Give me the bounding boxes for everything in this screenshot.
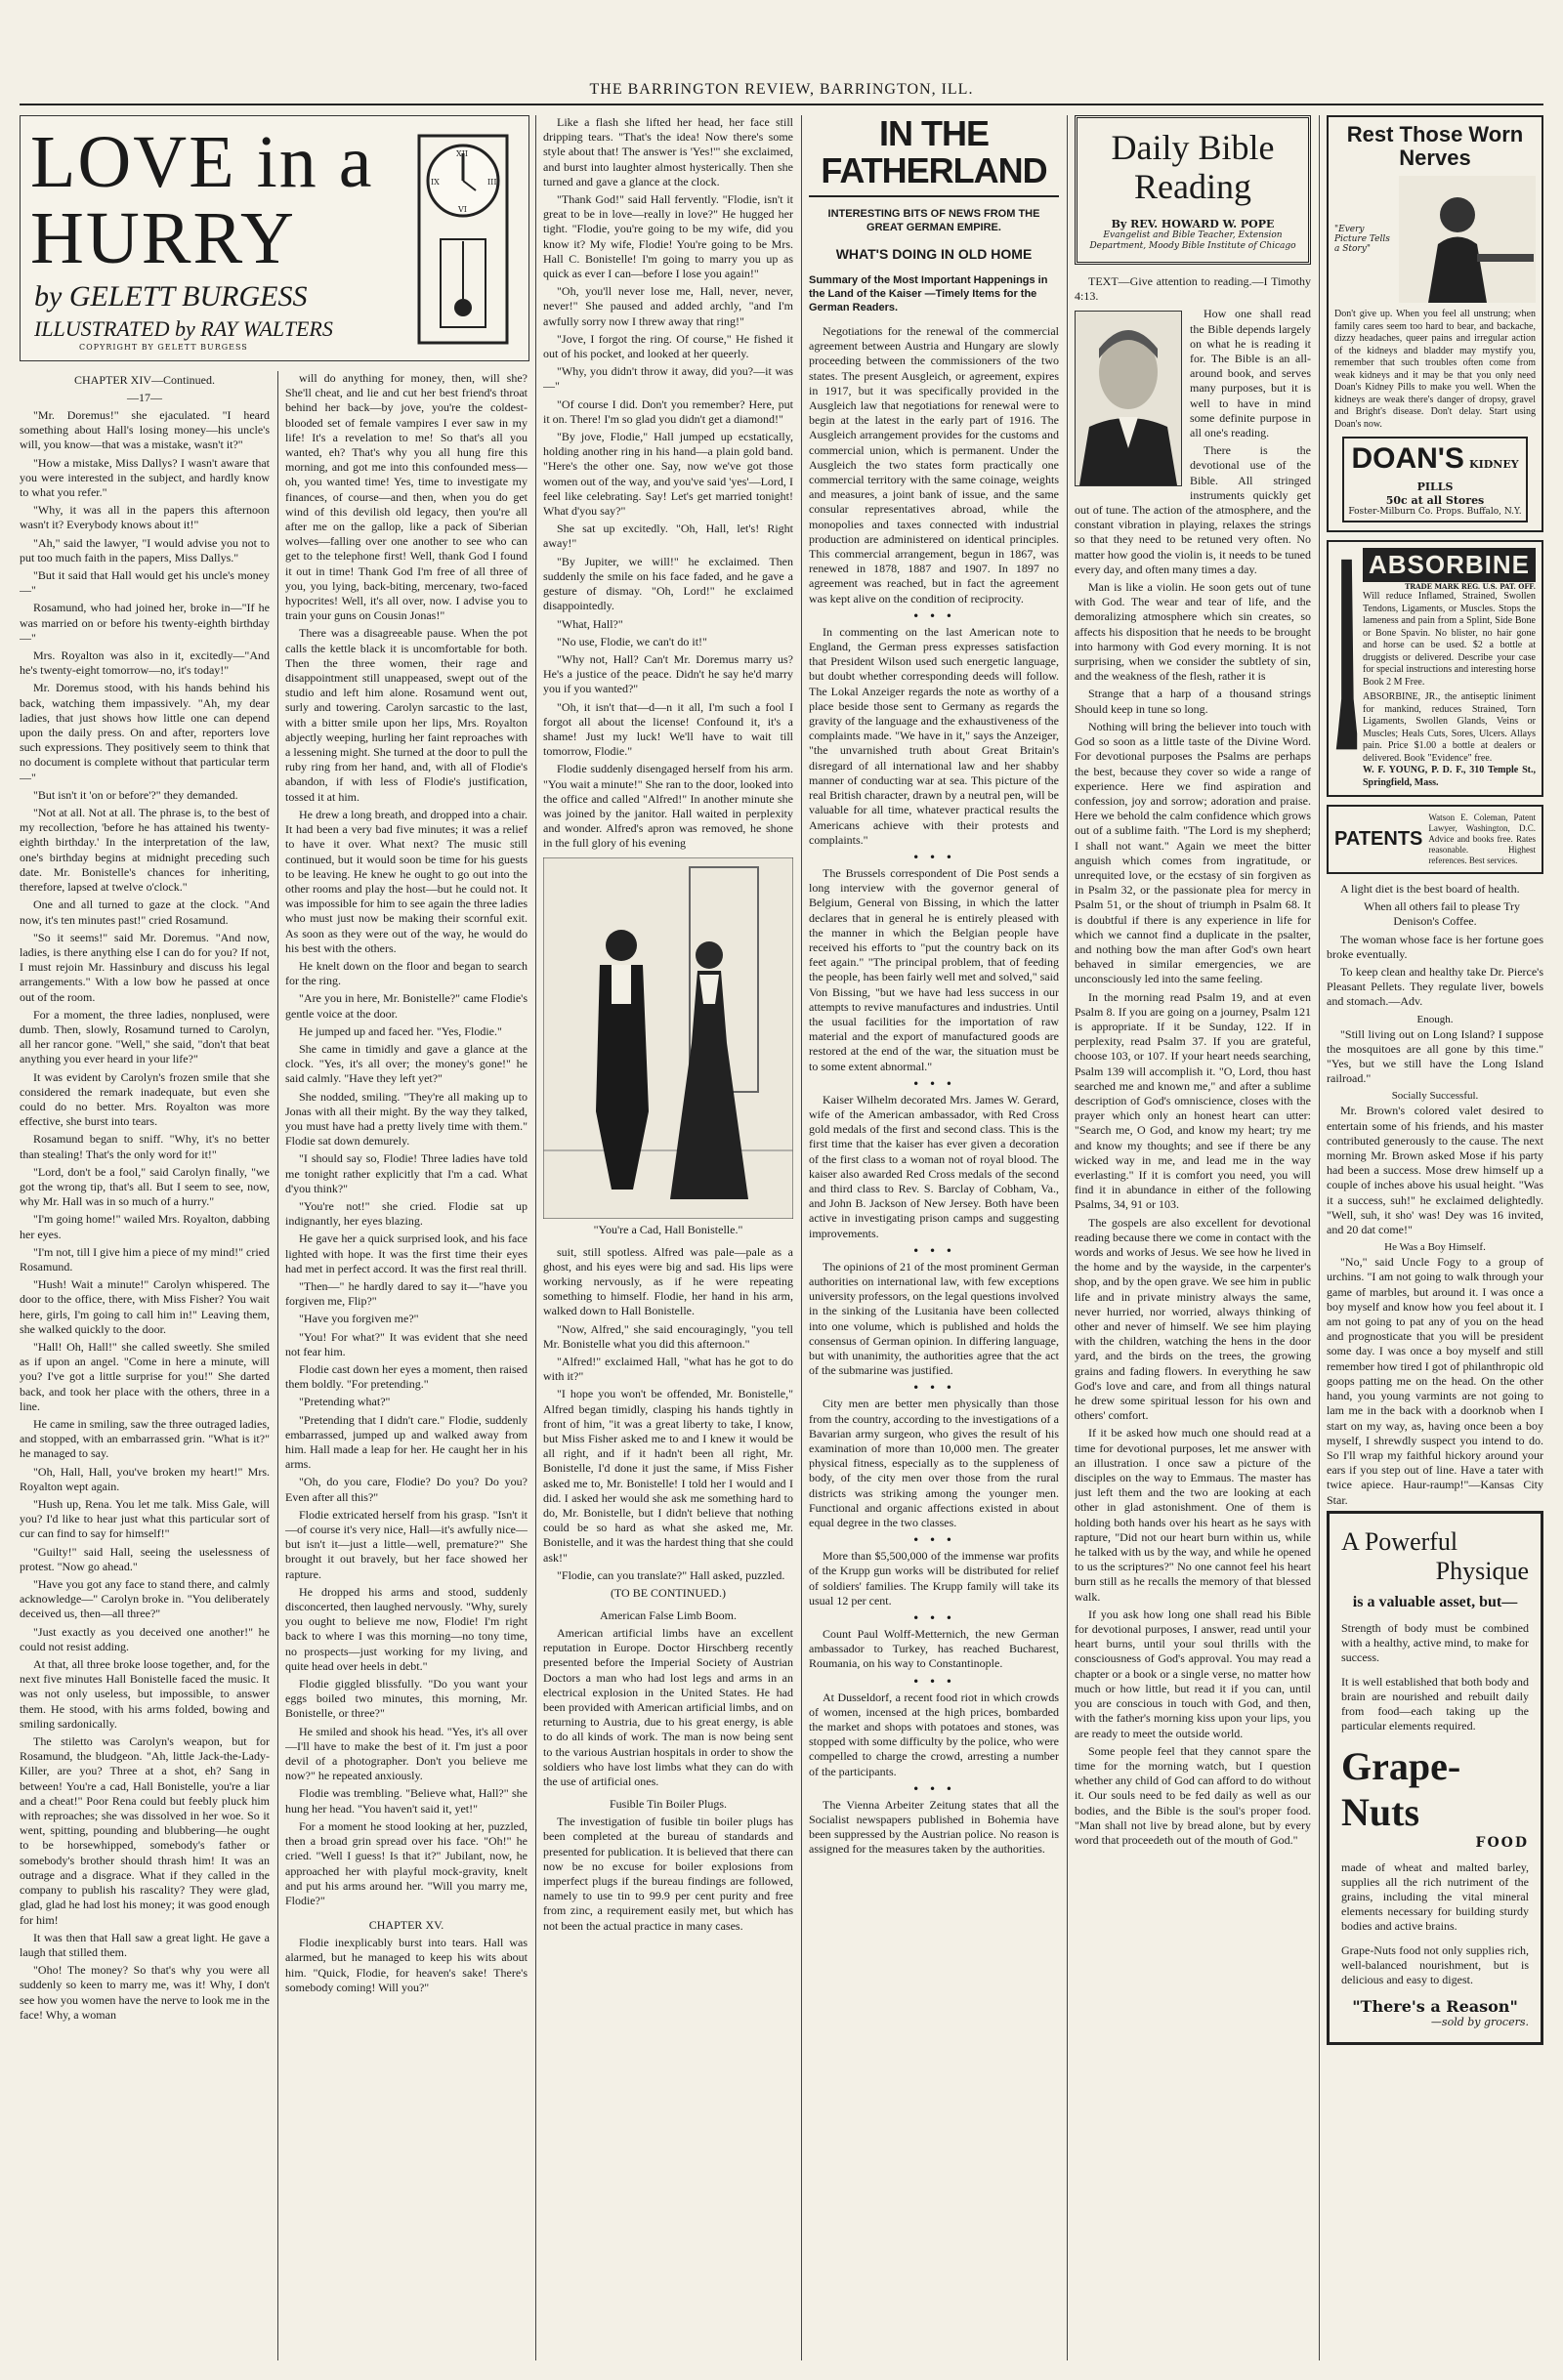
serial-paragraph: He smiled and shook his head. "Yes, it's all over—I'll have to make the best of it. I'm just a poor devil of a photographer. Don't you believe me now?" he repeated anxiously. bbox=[285, 1724, 528, 1783]
serial-title-block bbox=[20, 115, 529, 361]
nerves-ad bbox=[1327, 115, 1543, 532]
serial-paragraph: He drew a long breath, and dropped into a chair. It had been a very bad five minutes; it was a relief to have it over. What next? The music still continued, but it would soon be time for his guests to be leaving. He knew he ought to go out into the other rooms and play the host—but he could not. It was impossible for him to see again the three ladies who must just now be making their scornful exit. As soon as they were out of the way, he would do his best with the others. bbox=[285, 807, 528, 955]
bible-paragraph: If you ask how long one shall read his Bible for devotional purposes, I answer, read until your heart burns, until your soul thrills with the consciousness of God's approval. You may read a chapter or a book or a single verse, no matter how much or how little, but read it if you can, until you are conscious in touch with God, and then, with the father's morning kiss upon your lips, you are ready to meet the outside world. bbox=[1075, 1607, 1311, 1740]
serial-paragraph: Flodie giggled blissfully. "Do you want your eggs boiled two minutes, this morning, Mr. Bonistelle, or three?" bbox=[285, 1677, 528, 1721]
grape-nuts-name: Grape-Nuts bbox=[1341, 1743, 1461, 1834]
serial-paragraph: He gave her a quick surprised look, and his face lighted with hope. It was the first time their eyes had met in perfect accord. It was the first real thrill. bbox=[285, 1232, 528, 1275]
serial-paragraph: Flodie extricated herself from his grasp. "Isn't it—of course it's very nice, Hall—it's awfully nice—but isn't it—just a little—well, premature?" She brought it out bravely, but her face showed her rapture. bbox=[285, 1507, 528, 1581]
fatherland-paragraph: Negotiations for the renewal of the commercial agreement between Austria and Hungary are slowly proceeding between the commissioners of the two states. The present Ausgleich, or agreement, expires in 1917, but it was specifically provided in the Ausgleich law that negotiations for renewal were to begin at the latest in the early part of 1916. The Ausgleich arrangement provides for the customs and commercial union, which is permanent. Under the Ausgleich the two states form practically one commercial territory with the same coinage, weights and measures, a joint bank of issue, and the same consular representatives abroad, while the monopolies and taxes connected with industrial production are administered on identical principles. This commercial arrangement, begun in 1867, was renewed in 1878, 1887 and 1907. In 1897 no agreement was reached, but in fact the agreement was kept alive on the condition of reciprocity. bbox=[809, 324, 1059, 605]
limb-article: American artificial limbs have an excellent reputation in Europe. Doctor Hirschberg recently presented before the Imperial Society of Austrian Doctors a man who had lost legs and arms in an electrical explosion in the United States. He had been provided with American artificial limbs, and on returning to Austria, due to his great energy, is able to do all kinds of work. The man is now being sent to the various Austrian hospitals in order to show the soldiers who have lost limbs what they can do with the use of artificial ones. bbox=[543, 1626, 793, 1789]
serial-title-line1: LOVE in a bbox=[30, 121, 374, 203]
bible-paragraph: There is the devotional use of the Bible. All stringed instruments quickly get out of tune. The action of the atmosphere, and the constant vibration in playing, relaxes the strings so that they need to be retuned very often. No matter how good the violin is, it needs to be tuned every day, and often many times a day. bbox=[1075, 443, 1311, 576]
serial-paragraph: "But it said that Hall would get his uncle's money—" bbox=[20, 568, 270, 598]
serial-illustrator: ILLUSTRATED by RAY WALTERS bbox=[34, 316, 333, 341]
bible-paragraph: Some people feel that they cannot spare the time for the morning watch, but I question whether any child of God can afford to do without it. Our souls need to be fed daily as well as our bodies, and the Bible is the soul's proper food. "Man shall not live by bread alone, but by every word that proceedeth out of the mouth of God." bbox=[1075, 1743, 1311, 1847]
serial-paragraph: "Pretending that I didn't care." Flodie, suddenly embarrassed, jumped up and walked away from him. Hall made a leap for her. He caught her in his arms. bbox=[285, 1412, 528, 1472]
doans-logo bbox=[1342, 437, 1528, 522]
serial-paragraph: "I hope you won't be offended, Mr. Bonistelle," Alfred began timidly, clasping his hands tightly in front of him, "it was a great liberty to take, I know, but Miss Fisher asked me to and I knew it would be all right, and if it hadn't been all right, Mr. Bonistelle, I'd done it just the same, if Miss Fisher asked me to, Mr. Bonistelle! I told her I would and I did. I asked her would she ask me something hard to do, Mr. Bonistelle, but I didn't believe that nothing could be so hard as what she asked me, Mr. Bonistelle, and it was the hardest thing that she could ask!" bbox=[543, 1387, 793, 1565]
serial-paragraph: Mrs. Royalton was also in it, excitedly—"And he's twenty-eight tomorrow—no, it's today!" bbox=[20, 648, 270, 678]
to-be-continued: (TO BE CONTINUED.) bbox=[610, 1586, 727, 1601]
serial-paragraph: Flodie suddenly disengaged herself from his arm. "You wait a minute!" She ran to the door, looked into the office and called "Alfred!" In another minute she was joined by the janitor. Hall waited in perplexity and wonder. Alfred's apron was removed, he shone in the full glory of his evening bbox=[543, 762, 793, 851]
svg-text:III: III bbox=[487, 178, 497, 187]
patents-body: Watson E. Coleman, Patent Lawyer, Washington, D.C. Advice and books free. Rates reasonable. Highest references. Best services. bbox=[1428, 813, 1536, 865]
fatherland-subtitle: INTERESTING BITS OF NEWS FROM THE GREAT GERMAN EMPIRE. bbox=[827, 208, 1040, 233]
serial-paragraph: "Pretending what?" bbox=[299, 1395, 391, 1409]
column-rule bbox=[1319, 115, 1320, 2360]
serial-author: by GELETT BURGESS bbox=[34, 280, 308, 313]
limb-headline: American False Limb Boom. bbox=[600, 1608, 737, 1623]
bible-paragraph: Man is like a violin. He soon gets out of tune with God. The wear and tear of life, and the demoralizing atmosphere which sin creates, so affects his disposition that he needs to be brought into harmony with God every morning. It is not surprising, when we consider the subtlety of sin, and the weakness of the flesh, rather it is bbox=[1075, 580, 1311, 684]
grape-nuts-para: It is well established that both body and brain are nourished and rebuilt daily from food—each taking up the particular elements required. bbox=[1341, 1674, 1529, 1733]
grape-nuts-food: FOOD bbox=[1475, 1834, 1529, 1851]
serial-paragraph: "Hush up, Rena. You let me talk. Miss Gale, will you? I'd like to hear just what this particular sort of cur can find to say for himself!" bbox=[20, 1497, 270, 1541]
serial-paragraph: For a moment, the three ladies, nonplused, were dumb. Then, slowly, Rosamund turned to Carolyn, all her rancor gone. "Well," she said, "don't that beat anything you ever heard in your life?" bbox=[20, 1007, 270, 1066]
serial-paragraph: One and all turned to gaze at the clock. "And now, it's ten minutes past!" cried Rosamund. bbox=[20, 898, 270, 927]
serial-paragraph: "Oho! The money? So that's why you were all suddenly so keen to marry me, was it! Why, I don't see how you women have the nerve to look me in the face! Why, a woman bbox=[20, 1963, 270, 2022]
serial-paragraph: Flodie cast down her eyes a moment, then raised them boldly. "For pretending." bbox=[285, 1362, 528, 1392]
section-separator: • • • bbox=[912, 1611, 955, 1626]
serial-column-2 bbox=[285, 371, 528, 2360]
serial-paragraph: "Oh, Hall, Hall, you've broken my heart!" Mrs. Royalton wept again. bbox=[20, 1464, 270, 1493]
serial-paragraph: He dropped his arms and stood, suddenly disconcerted, then laughed nervously. "Why, surely you ought to believe me now, Flodie! I'm right back to where I was this morning—no tony time, no prospects—just working for my living, and quite head over heels in debt." bbox=[285, 1584, 528, 1673]
serial-paragraph: "No use, Flodie, we can't do it!" bbox=[557, 634, 707, 648]
serial-paragraph: Rosamund began to sniff. "Why, it's no better than stealing! That's the only word for it!" bbox=[20, 1132, 270, 1161]
serial-paragraph: "You're not!" she cried. Flodie sat up indignantly, her eyes blazing. bbox=[285, 1198, 528, 1229]
section-separator: • • • bbox=[912, 1243, 955, 1258]
bible-header-box bbox=[1075, 115, 1311, 265]
filler-item: The woman whose face is her fortune goes broke eventually. bbox=[1327, 932, 1543, 961]
serial-column-1-text bbox=[20, 408, 270, 2023]
absorbine-body: Will reduce Inflamed, Strained, Swollen Tendons, Ligaments, or Muscles. Stops the lameness and pain from a Splint, Side Bone or Bone Spavin. No blister, no hair gone and horse can be used. $2 a bottle at druggists or delivered. Describe your case for special instructions and interesting horse Book 2 M Free. bbox=[1362, 591, 1536, 688]
ads-column bbox=[1327, 115, 1543, 2360]
serial-paragraph: "Guilty!" said Hall, seeing the uselessness of protest. "Now go ahead." bbox=[20, 1544, 270, 1573]
serial-paragraph: "Why, it was all in the papers this afternoon wasn't it? Everybody knows about it!" bbox=[20, 503, 270, 532]
serial-copyright: COPYRIGHT BY GELETT BURGESS bbox=[79, 343, 248, 352]
horse-leg-icon bbox=[1334, 548, 1359, 763]
doans-maker: Foster-Milburn Co. Props. Buffalo, N.Y. bbox=[1348, 507, 1522, 517]
serial-paragraph: "Hall! Oh, Hall!" she called sweetly. She smiled as if upon an angel. "Come in here a minute, will you? I've got a little surprise for you!" She darted back, and took her place with the others, three in a line. bbox=[20, 1339, 270, 1413]
bible-column bbox=[1075, 115, 1311, 2360]
serial-paragraph: "Oh, do you care, Flodie? Do you? Do you? Even after all this?" bbox=[285, 1475, 528, 1504]
masthead-title: THE BARRINGTON REVIEW, BARRINGTON, ILL. bbox=[589, 81, 974, 98]
chapter-number: —17— bbox=[127, 391, 162, 404]
filler-item: To keep clean and healthy take Dr. Pierce's Pleasant Pellets. They regulate liver, bowels and stomach.—Adv. bbox=[1327, 965, 1543, 1009]
serial-paragraph: "Then—" he hardly dared to say it—"have you forgiven me, Flip?" bbox=[285, 1278, 528, 1309]
bible-articles bbox=[1075, 307, 1311, 1848]
chapter-xv-heading: CHAPTER XV. bbox=[368, 1918, 444, 1933]
svg-text:IX: IX bbox=[431, 178, 440, 187]
serial-paragraph: will do anything for money, then, will she? She'll cheat, and lie and cut her best friend's throat behind her back—by jove, you're the coldest-blooded set of female vampires I ever saw in my life! It's a revelation to me! So that's all you wanted, eh? That's why you all hung fire this morning, and got me into this confounded mess—oh, you wanted time! Yes, time to investigate my finances, of course—and then, when you do get wind of this devilish old legacy, then you're all after me on the gallop, like a pack of Siberian wolves—falling over one another to see who can get to the telephone first! Well, thank God I found it out in time! Thank God I'm free of all three of you, you lying, back-biting, mercenary, two-faced hypocrites! Well, it's all over, now. I advise you to train your guns on Cousin Jonas!" bbox=[285, 371, 528, 623]
serial-paragraph: "Ah," said the lawyer, "I would advise you not to put too much faith in the papers, Miss Dallys." bbox=[20, 535, 270, 564]
serial-paragraph: "I'm going home!" wailed Mrs. Royalton, dabbing her eyes. bbox=[20, 1212, 270, 1241]
author-portrait bbox=[1075, 311, 1182, 486]
enough-article: "Still living out on Long Island? I suppose the mosquitoes are all gone by this time." "Yes, but we still have the Long Island railroad." bbox=[1327, 1026, 1543, 1086]
fatherland-paragraph: The Brussels correspondent of Die Post sends a long interview with the governor general of Belgium, General von Bissing, in which the latter declares that in general he is entirely pleased with the manner in which the Belgian people have received his efforts to "put the country back on its feet again." "The principal problem, that of feeding the people, has been fairly well met and solved," said Von Bissing, "but we have had less success in our attempts to revive manufactures and industries. Until the usual facilities for the importation of raw material and the export of manufactured goods are restored at the end of the war, the situation must be to some extent abnormal." bbox=[809, 865, 1059, 1073]
serial-paragraph: At that, all three broke loose together, and, for the next five minutes Hall Bonistelle faced the music. It was not only useless, but impossible, to answer them. He stood, with his arms folded, bowing and smiling sardonically. bbox=[20, 1657, 270, 1731]
serial-paragraph: "Thank God!" said Hall fervently. "Flodie, isn't it great to be in love—really in love?" He hugged her tight. "Flodie, you're going to be my wife, did you know it? My wife, Flodie! You're going to be Mrs. Hall C. Bonistelle! I'm going to marry you up as quick as ever I can—before I lose you again!" bbox=[543, 192, 793, 281]
serial-paragraph: She sat up excitedly. "Oh, Hall, let's! Right away!" bbox=[543, 522, 793, 551]
illustration-caption: "You're a Cad, Hall Bonistelle." bbox=[593, 1222, 743, 1236]
filler-item: A light diet is the best board of health. bbox=[1340, 882, 1520, 896]
column-rule bbox=[801, 115, 802, 2360]
masthead bbox=[20, 76, 1543, 105]
serial-column-2-after bbox=[285, 1936, 528, 1995]
serial-paragraph: "Hush! Wait a minute!" Carolyn whispered. The door to the office, there, with Miss Fisher? You wait here, girls, I'm going to call him in!" Leaving them, she walked quickly to the door. bbox=[20, 1277, 270, 1336]
serial-paragraph: Rosamund, who had joined her, broke in—"If he was married on or before his twenty-eighth birthday—" bbox=[20, 601, 270, 645]
serial-paragraph: "What, Hall?" bbox=[557, 616, 623, 631]
absorbine-jr: ABSORBINE, JR., the antiseptic liniment for mankind, reduces Strained, Torn Ligaments, Swollen Glands, Veins or Muscles; Heals Cuts, Sores, Ulcers. Allays pain. Price $1.00 a bottle at dealers or delivered. Book "Evidence" free. bbox=[1362, 691, 1536, 764]
fatherland-paragraph: The Vienna Arbeiter Zeitung states that all the Socialist newspapers published in Bohemia have been suppressed by the Austrian police. No reason is assigned for the measures taken by the authorities. bbox=[809, 1797, 1059, 1857]
fatherland-paragraph: More than $5,500,000 of the immense war profits of the Krupp gun works will be distributed for relief of soldiers' families. The Krupp family will take its usual 12 per cent. bbox=[809, 1549, 1059, 1608]
grape-nuts-para: Grape-Nuts food not only supplies rich, well-balanced nourishment, but is delicious and easy to digest. bbox=[1341, 1942, 1529, 1986]
bible-title-line2: Reading bbox=[1134, 167, 1251, 206]
plug-headline: Fusible Tin Boiler Plugs. bbox=[609, 1797, 728, 1812]
serial-paragraph: For a moment he stood looking at her, puzzled, then a broad grin spread over his face. "Oh!" he cried. "Well I guess! Is that it?" Jubilant, now, he approached her with playful mock-gravity, knelt and put his arms around her. "Will you marry me, Flodie?" bbox=[285, 1818, 528, 1907]
fatherland-paragraph: At Dusseldorf, a recent food riot in which crowds of women, incensed at the high prices, bombarded the market and shops with potatoes and stones, was stopped with some difficulty by the police, who were compelled to charge the crowd, arresting a number of the participants. bbox=[809, 1690, 1059, 1778]
nerves-ad-body: Don't give up. When you feel all unstrung; when family cares seem too hard to bear, and backache, dizzy headaches, queer pains and irregular action of the kidneys and bladder may mystify you, remember that such troubles often come from weak kidneys and it may be that you only need Doan's Kidney Pills to make you well. When the kidneys are weak there's danger of dropsy, gravel and Bright's disease. Don't delay. Start using Doan's now. bbox=[1334, 309, 1536, 430]
bible-text-reference: TEXT—Give attention to reading.—I Timothy 4:13. bbox=[1075, 274, 1311, 304]
serial-paragraph: "Not at all. Not at all. The phrase is, to the best of my recollection, 'before he has attained his twenty-eighth birthday.' In the interpretation of the law, one's birthday begins at midnight preceding such date. Mr. Bonistelle's chances for inheriting, therefore, lapsed at twelve o'clock." bbox=[20, 806, 270, 895]
fatherland-title: IN THE FATHERLAND bbox=[809, 115, 1059, 197]
serial-column-3-top bbox=[543, 115, 793, 852]
column-rule bbox=[277, 371, 278, 2360]
serial-title-line2: HURRY bbox=[30, 197, 296, 279]
grape-nuts-subhead: is a valuable asset, but— bbox=[1352, 1593, 1518, 1610]
serial-paragraph: "Alfred!" exclaimed Hall, "what has he got to do with it?" bbox=[543, 1354, 793, 1384]
serial-paragraph: He came in smiling, saw the three outraged ladies, and stopped, with an embarrassed grin. "What is it?" he managed to say. bbox=[20, 1417, 270, 1461]
doans-price: 50c at all Stores bbox=[1385, 494, 1485, 507]
column-rule bbox=[535, 115, 536, 2360]
doans-name: DOAN'S bbox=[1351, 442, 1464, 475]
serial-paragraph: "Now, Alfred," she said encouragingly, "you tell Mr. Bonistelle what you did this afternoon." bbox=[543, 1321, 793, 1351]
serial-paragraph: "Jove, I forgot the ring. Of course," He fished it out of his pocket, and looked at her queerly. bbox=[543, 331, 793, 361]
serial-paragraph: "Just exactly as you deceived one another!" he could not resist adding. bbox=[20, 1624, 270, 1653]
serial-paragraph: "Have you forgiven me?" bbox=[299, 1312, 419, 1326]
serial-paragraph: Flodie was trembling. "Believe what, Hall?" she hung her head. "You haven't said it, yet!" bbox=[285, 1786, 528, 1816]
serial-paragraph: "Lord, don't be a fool," said Carolyn finally, "we got the wrong tip, that's all. But I seem to see, now, why Mr. Hall was in so much of a hurry." bbox=[20, 1164, 270, 1209]
absorbine-title: ABSORBINE bbox=[1363, 548, 1536, 582]
serial-paragraph: He jumped up and faced her. "Yes, Flodie." bbox=[299, 1023, 502, 1038]
bible-title-line1: Daily Bible bbox=[1111, 128, 1275, 167]
section-separator: • • • bbox=[912, 1674, 955, 1689]
serial-column-3-bottom bbox=[543, 1245, 793, 1583]
boy-headline: He Was a Boy Himself. bbox=[1384, 1241, 1486, 1254]
section-separator: • • • bbox=[912, 850, 955, 864]
bible-paragraph: If it be asked how much one should read at a time for devotional purposes, let me answer with an illustration. I once saw a picture of the disciples on the way to Emmaus. The master has just left them and the two are looking at each other in glad astonishment. One of them is holding both hands over his heart as he says with rapture, "Did not our heart burn within us, while he talked with us by the way, and while he opened to us the scriptures?" No one cannot feel his heart burn still as he recalls the memory of that blessed walk. bbox=[1075, 1426, 1311, 1604]
fatherland-articles bbox=[809, 324, 1059, 1858]
serial-paragraph: Flodie inexplicably burst into tears. Hall was alarmed, but he managed to keep his wits about him. "Quick, Flodie, for heaven's sake! There's somebody coming! Will you?" bbox=[285, 1936, 528, 1994]
fatherland-paragraph: In commenting on the last American note to England, the German press expresses satisfaction that President Wilson used such energetic language, but doubt whether corresponding deeds will follow. The Lokal Anzeiger regards the note as worthy of a place beside those sent to Germany as regards the gravity of the language and the exhaustiveness of the complaints made. "We have in it," says the Anzeiger, "the unvarnished truth about Great Britain's disregard of all international law and her shabby manner of conducting war at sea. This picture of the real British character, drawn by a neutral pen, will be valuable for all time, whatever practical results the Americans achieve with their protests and complaints." bbox=[809, 624, 1059, 847]
section-separator: • • • bbox=[912, 1533, 955, 1548]
nerves-ad-title: Rest Those Worn Nerves bbox=[1346, 122, 1524, 170]
grandfather-clock-icon bbox=[411, 132, 515, 347]
bible-paragraph: Nothing will bring the believer into touch with God so soon as a little taste of the Divine Word. For devotional purposes the Psalms are perhaps the best, because they cover so wide a range of experience. Here we find aspiration and confession, joy and sorrow; adoration and praise. Here we behold the calm confidence which grows out of a sublime faith. "The Lord is my shepherd; I shall not want." Again we meet the bitter anguish which comes from ingratitude, or unrequited love, or the ecstasy of sin forgiven as in Psalm 32, or the passionate plea for mercy in Psalm 51, or the shout of triumph in Psalm 68. It is doubtful if there is any experience in life for which we cannot find a duplicate in the psalter, and nothing bow the man after God's own heart behaved in similar emergencies, we are unconsciously led into the same feeling. bbox=[1075, 719, 1311, 986]
serial-paragraph: She came in timidly and gave a glance at the clock. "Yes, it's all over; the money's gone!" he said calmly. "Have they left yet?" bbox=[285, 1041, 528, 1086]
bible-paragraph: How one shall read the Bible depends largely on what he is reading it for. The Bible is an all-around book, and serves many purposes, but it is well to have in mind some definite purpose in all one's reading. bbox=[1190, 307, 1311, 440]
serial-paragraph: There was a disagreeable pause. When the pot calls the kettle black it is uncomfortable for both. Then the three women, their rage and disappointment still unappeased, swept out of the studio and left him alone. Rosamund went out, surly and towering. Carolyn sarcastic to the last, with a bitter smile upon her lips, Mrs. Royalton abjectly weeping, hurling her faint reproaches with a lessening might. She turned at the door to pull the ruby ring from her hand, and, with all of Flodie's abandon, if with less of Flodie's justification, tossed it at him. bbox=[285, 626, 528, 804]
fatherland-column bbox=[809, 115, 1059, 2360]
bible-affiliation: Evangelist and Bible Teacher, Extension Department, Moody Bible Institute of Chicago bbox=[1089, 230, 1296, 251]
absorbine-ad bbox=[1327, 540, 1543, 797]
fatherland-paragraph: The opinions of 21 of the most prominent German authorities on international law, with few exceptions university professors, on the legal questions involved in the sinking of the Lusitania have been collected into one volume, which is published and holds the consensus of German opinion. In differing language, but with unanimity, the authorities agree that the act of the submarine was justified. bbox=[809, 1259, 1059, 1378]
absorbine-trademark: TRADE MARK REG. U.S. PAT. OFF. bbox=[1405, 582, 1536, 591]
serial-column-2-text bbox=[285, 371, 528, 1908]
bible-paragraph: In the morning read Psalm 19, and at even Psalm 8. If you are going on a journey, Psalm 121 is appropriate. If it be Sunday, 122. If in perplexity, read Psalm 37. If you are grateful, choose 103, or 107. If your heart needs searching, Psalm 139 will accomplish it. "O, Lord, thou hast searched me and known me," and after a sublime description of God's omniscience, closes with the prayer which only an honest heart can utter: "Search me, O God, and know my heart; try me and know my thoughts; and see if there be any wicked way in me, and lead me in the way everlasting." If it is comfort you need, you will find it in abundance in either of the following Psalms, 34, 91 or 103. bbox=[1075, 989, 1311, 1212]
section-separator: • • • bbox=[912, 1076, 955, 1091]
filler-item: When all others fail to please Try Denison's Coffee. bbox=[1364, 899, 1520, 929]
serial-paragraph: suit, still spotless. Alfred was pale—pale as a ghost, and his eyes were big and sad. His lips were working nervously, as if he were repeating something to himself. Flodie, her hand in his arm, walked down to Hall Bonistelle. bbox=[543, 1244, 793, 1318]
serial-paragraph: It was then that Hall saw a great light. He gave a laugh that stilled them. bbox=[20, 1930, 270, 1959]
serial-paragraph: "Have you got any face to stand there, and calmly acknowledge—" Carolyn broke in. "You deliberately deceived us, then—all three?" bbox=[20, 1577, 270, 1621]
socially-headline: Socially Successful. bbox=[1391, 1090, 1479, 1103]
serial-paragraph: "Oh, you'll never lose me, Hall, never, never, never!" She paused and added archly, "and I'm awfully sorry now I threw away that ring!" bbox=[543, 284, 793, 328]
fatherland-headline: WHAT'S DOING IN OLD HOME bbox=[835, 246, 1033, 262]
serial-paragraph: "By jove, Flodie," Hall jumped up ecstatically, holding another ring in his hand—a plain gold band. "Here's the other one. Say, now we've got those women out of the way, and you've said 'yes'—Lord, I feel like celebrating. Say! Let's get married tonight! What d'you say?" bbox=[543, 430, 793, 519]
serial-paragraph: "You! For what?" It was evident that she need not fear him. bbox=[285, 1329, 528, 1358]
fatherland-paragraph: Count Paul Wolff-Metternich, the new German ambassador to Turkey, has reached Bucharest, Roumania, on his way to Constantinople. bbox=[809, 1627, 1059, 1671]
bible-paragraph: The gospels are also excellent for devotional reading because there we come in contact with the words and works of Jesus. We see how he lived in the home and by the wayside, in the carpenter's shop, and by the open grave. We see him in public life and in private ministry always the same, never hurried, nor worried, always thinking of other and never of himself. We see him playing with the children, watching the hens in the door yard, and the birds on the trees, the growing grains and fading flowers. In everything he saw God's love and care, and from all things natural he drew some spiritual lesson for his own and others' comfort. bbox=[1075, 1215, 1311, 1423]
section-separator: • • • bbox=[912, 1781, 955, 1796]
serial-paragraph: It was evident by Carolyn's frozen smile that she considered the remark inadequate, but even she could do no better. Mrs. Royalton was more effective, she burst into tears. bbox=[20, 1069, 270, 1129]
grape-nuts-ad bbox=[1327, 1511, 1543, 2045]
serial-paragraph: "Why not, Hall? Can't Mr. Doremus marry us? He's a justice of the peace. Didn't he say he'd marry you if you wanted?" bbox=[543, 651, 793, 696]
boy-article: "No," said Uncle Fogy to a group of urchins. "I am not going to walk through your game of marbles, but around it. I was once a boy myself and know how you feel about it. I am not going to pat any of you on the head and prognosticate that you will be president some day. I was once a boy myself and still remember how tired I got of philanthropic old goops patting me on the head. On the other hand, you young varmints are not going to lam me in the back with a doorknob when I start on my way, as, having once been a boy myself, I shrewdly suspect you intend to do. So I'll wrap my faithful hickory around your ears if you step out of line. Have a tater with twice apiece. Haur-raump!"—Kansas City Star. bbox=[1327, 1255, 1543, 1507]
serial-column-1 bbox=[20, 371, 270, 2360]
section-separator: • • • bbox=[912, 1381, 955, 1396]
grape-nuts-sold: —sold by grocers. bbox=[1430, 2015, 1529, 2028]
serial-paragraph: "But isn't it 'on or before'?" they demanded. bbox=[33, 787, 238, 802]
serial-paragraph: "Oh, it isn't that—d—n it all, I'm such a fool I forgot all about the license! Confound it, it's a shame! Just my luck! We'll have to wait till tomorrow, Flodie." bbox=[543, 699, 793, 759]
serial-paragraph: "Of course I did. Don't you remember? Here, put it on. There! I'm so glad you didn't get a diamond!" bbox=[543, 397, 793, 426]
serial-paragraph: "Mr. Doremus!" she ejaculated. "I heard something about Hall's losing money—his uncle's will, you know—that was a mistake, wasn't it?" bbox=[20, 408, 270, 452]
woman-at-desk-illustration bbox=[1399, 176, 1536, 303]
absorbine-maker: W. F. YOUNG, P. D. F., 310 Temple St., Springfield, Mass. bbox=[1362, 765, 1536, 788]
serial-paragraph: "Flodie, can you translate?" Hall asked, puzzled. bbox=[557, 1567, 785, 1582]
serial-paragraph: The stiletto was Carolyn's weapon, but for Rosamund, the bludgeon. "Ah, little Jack-the-Lady-Killer, are you? Three at a shot, eh? Sang in between! You're a cad, Hall Bonistelle, you're a liar and a cheat!" Poor Rena could but feebly pluck him with reproaches; she was dissolved in her woe. So it went, spitting, pounding and blubbering—he ought to be horsewhipped, somebody's father or somebody's brother should thrash him! It was an outrage and a disgrace. What if they called in the company to publish his rascality? They were glad, glad, glad he had lost his money; it was good enough for him! bbox=[20, 1734, 270, 1927]
serial-paragraph: "I should say so, Flodie! Three ladies have told me tonight rather explicitly that I'm a cad. What d'you think?" bbox=[285, 1151, 528, 1195]
serial-paragraph: He knelt down on the floor and began to search for the ring. bbox=[285, 958, 528, 988]
patents-title: PATENTS bbox=[1334, 828, 1423, 850]
grape-nuts-reason: "There's a Reason" bbox=[1352, 1996, 1518, 2016]
plug-article: The investigation of fusible tin boiler plugs has been completed at the bureau of standards and presented for publication. It is believed that there can now be no excuse for boiler explosions from imperfect plugs if the bureau findings are followed, namely to use tin to 99.9 per cent purity and free from zinc, a requirement easily met, but which has not been the actual practice in many cases. bbox=[543, 1815, 793, 1933]
svg-text:VI: VI bbox=[458, 205, 467, 214]
serial-paragraph: "By Jupiter, we will!" he exclaimed. Then suddenly the smile on his face faded, and he gave a gesture of dismay. "Oh, Lord!" he exclaimed disappointedly. bbox=[543, 554, 793, 613]
grape-nuts-para: made of wheat and malted barley, supplies all the rich nutriment of the grains, including the vital mineral elements necessary for building sturdy bodies and active brains. bbox=[1341, 1859, 1529, 1933]
fatherland-paragraph: Kaiser Wilhelm decorated Mrs. James W. Gerard, wife of the American ambassador, with Red Cross gold medals of the first and second class. This is the first time that the kaiser has ever given a decoration of the first class to a woman not of royal blood. The kaiser also awarded Red Cross medals of the second and third class to Rev. S. Barclay of Cobham, Va., and John B. Jackson of New Jersey. Both have been active in investigating prison camps and suggesting improvements. bbox=[809, 1092, 1059, 1240]
socially-article: Mr. Brown's colored valet desired to entertain some of his friends, and his master contributed generously to the cause. The next morning Mr. Brown asked Mose if his party had been a success. Mose drew himself up a couple of inches above his usual height. "Was it a success, suh!" he exclaimed delightedly. "Well, suh, it sho' was! Dey was 16 invited, and 20 dat come!" bbox=[1327, 1104, 1543, 1237]
grape-nuts-headline-b: Physique bbox=[1435, 1556, 1529, 1585]
fatherland-summary: Summary of the Most Important Happenings in the Land of the Kaiser —Timely Items for the German Readers. bbox=[809, 274, 1048, 313]
patents-ad bbox=[1327, 805, 1543, 874]
bible-author: By REV. HOWARD W. POPE bbox=[1111, 218, 1275, 230]
grape-nuts-headline-a: A Powerful bbox=[1341, 1526, 1458, 1556]
fatherland-paragraph: City men are better men physically than those from the country, according to the investigations of a Bavarian army surgeon, who gives the result of his examination of more than 10,000 men. The greater physical fitness, especially as to the suppleness of body, of the city men over those from the rural districts was striking among the younger men. Functional and organic affections existed in about equal degree in the two classes. bbox=[809, 1397, 1059, 1530]
serial-paragraph: She nodded, smiling. "They're all making up to Jonas with all their might. By the way they talked, you must have had a pretty lively time with them." Flodie sat down demurely. bbox=[285, 1089, 528, 1148]
section-separator: • • • bbox=[912, 608, 955, 623]
illustration-couple bbox=[543, 857, 793, 1219]
column-rule bbox=[1067, 115, 1068, 2360]
doans-kidney-pills: KIDNEY PILLS bbox=[1416, 458, 1519, 493]
nerves-ad-inset: "Every Picture Tells a Story" bbox=[1334, 225, 1390, 254]
serial-paragraph: "How a mistake, Miss Dallys? I wasn't aware that you were interested in the subject, and hardly know to what you refer." bbox=[20, 455, 270, 500]
serial-paragraph: Mr. Doremus stood, with his hands behind his back, watching them impassively. "Ah, my dear ladies, that just shows how little one can depend upon the daily press. On and after, reporters love such expressions. They positively seem to think that no document is complete without that particular term—" bbox=[20, 681, 270, 784]
serial-paragraph: Like a flash she lifted her head, her face still dripping tears. "That's the idea! Now there's some style about that! The answer is 'Yes!'" she exclaimed, and burst into laughter almost hysterically. Then she turned and gave a glance at the clock. bbox=[543, 115, 793, 188]
enough-headline: Enough. bbox=[1416, 1013, 1454, 1025]
grape-nuts-para: Strength of body must be combined with a healthy, active mind, to make for success. bbox=[1341, 1620, 1529, 1664]
serial-title bbox=[30, 121, 374, 279]
serial-column-3 bbox=[543, 115, 793, 2360]
chapter-heading: CHAPTER XIV—Continued. bbox=[74, 373, 215, 387]
serial-paragraph: "I'm not, till I give him a piece of my mind!" cried Rosamund. bbox=[20, 1244, 270, 1274]
serial-paragraph: "So it seems!" said Mr. Doremus. "And now, ladies, is there anything else I can do for you? If not, I must rejoin Mr. Hassinbury and discuss his legal arrangements." With a low bow he passed at once out of the room. bbox=[20, 930, 270, 1004]
serial-paragraph: "Why, you didn't throw it away, did you?—it was—" bbox=[543, 364, 793, 394]
svg-text:XII: XII bbox=[456, 149, 469, 158]
bible-paragraph: Strange that a harp of a thousand strings Should keep in tune so long. bbox=[1075, 687, 1311, 716]
serial-paragraph: "Are you in here, Mr. Bonistelle?" came Flodie's gentle voice at the door. bbox=[285, 991, 528, 1021]
